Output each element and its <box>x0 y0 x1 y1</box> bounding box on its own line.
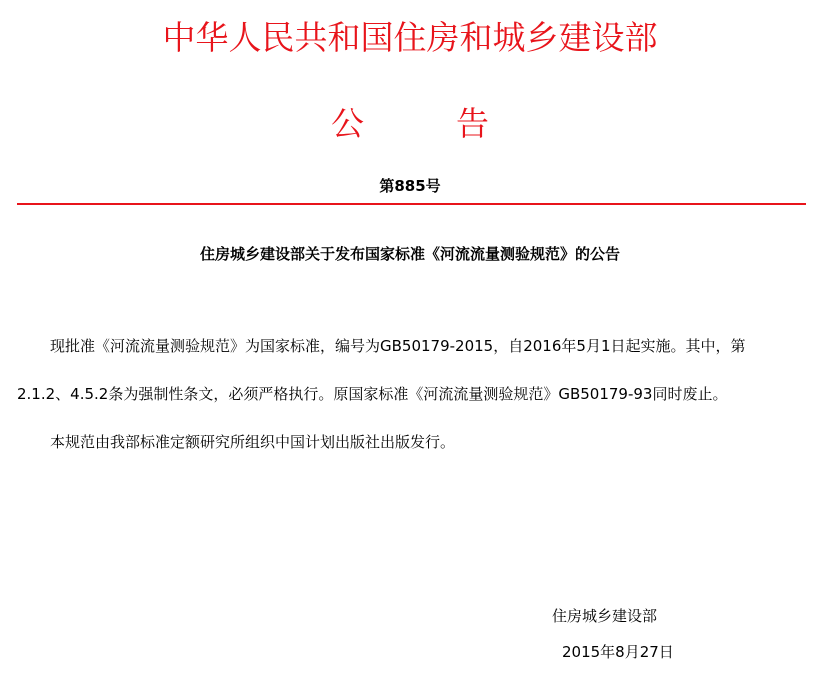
paragraph-1-line-2: 2.1.2、4.5.2条为强制性条文，必须严格执行。原国家标准《河流流量测验规范》GB50179-93同时废止。 <box>17 385 728 403</box>
document-number: 第885号 <box>379 177 441 195</box>
issue-date: 2015年8月27日 <box>562 643 674 661</box>
red-divider <box>17 203 806 205</box>
issuer-signature: 住房城乡建设部 <box>552 607 658 625</box>
paragraph-1-line-1: 现批准《河流流量测验规范》为国家标准，编号为GB50179-2015，自2016年5月1日起实施。其中，第 <box>50 337 746 355</box>
announcement-subject: 住房城乡建设部关于发布国家标准《河流流量测验规范》的公告 <box>199 245 620 263</box>
ministry-title: 中华人民共和国住房和城乡建设部 <box>162 18 658 57</box>
notice-char-2: 告 <box>456 104 489 143</box>
notice-char-1: 公 <box>331 104 364 143</box>
paragraph-2: 本规范由我部标准定额研究所组织中国计划出版社出版发行。 <box>50 433 456 451</box>
notice-heading <box>0 102 820 146</box>
